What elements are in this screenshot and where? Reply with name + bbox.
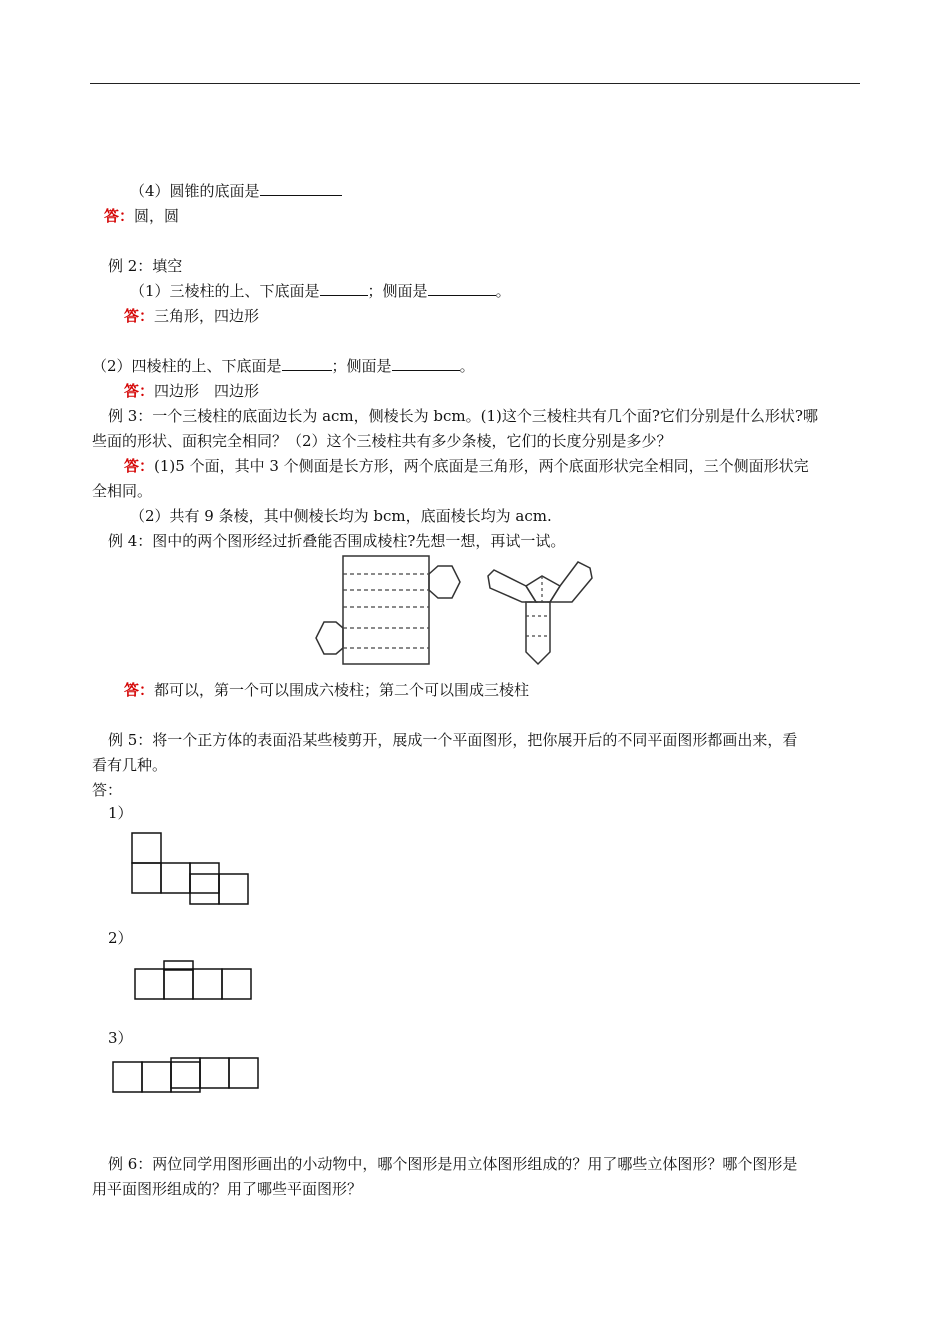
- cube-net-1: [130, 832, 252, 906]
- ex3-answer-line2: 全相同。: [92, 482, 153, 500]
- ex3-question-line2: 些面的形状、面积完全相同？（2）这个三棱柱共有多少条棱，它们的长度分别是多少？: [92, 432, 672, 450]
- ex3-answer-line3: （2）共有 9 条棱，其中侧棱长均为 bcm，底面棱长均为 acm.: [130, 507, 552, 525]
- net-2-label: 2）: [108, 929, 133, 947]
- ex5-question-line2: 看有几种。: [92, 756, 168, 774]
- cube-net-2: [134, 960, 254, 1002]
- net-1-label: 1）: [108, 804, 133, 822]
- ex4-answer: 答：都可以，第一个可以围成六棱柱；第二个可以围成三棱柱: [124, 681, 530, 699]
- ex5-question-line1: 例 5：将一个正方体的表面沿某些棱剪开，展成一个平面图形，把你展开后的不同平面图形都画出来，看: [108, 731, 798, 749]
- net-3-label: 3）: [108, 1029, 133, 1047]
- ex2-part1-answer: 答：三角形，四边形: [124, 307, 260, 325]
- ex2-part2-answer: 答：四边形 四边形: [124, 382, 260, 400]
- hexagonal-prism-net: [310, 552, 460, 670]
- ex6-question-line2: 用平面图形组成的？用了哪些平面图形？: [92, 1180, 363, 1198]
- triangular-prism-net: [486, 556, 596, 668]
- ex3-answer-line1: 答：(1)5 个面，其中 3 个侧面是长方形，两个底面是三角形，两个底面形状完全相同，三个侧面形状完: [124, 457, 809, 475]
- ex2-part2: （2）四棱柱的上、下底面是 ；侧面是 。: [92, 357, 475, 375]
- ex2-part1: （1）三棱柱的上、下底面是 ；侧面是 。: [130, 282, 511, 300]
- ex2-title: 例 2：填空: [108, 257, 183, 275]
- q4-answer: 答：圆，圆: [104, 207, 180, 225]
- ex4-question: 例 4：图中的两个图形经过折叠能否围成棱柱?先想一想，再试一试。: [108, 532, 566, 550]
- ex3-question-line1: 例 3：一个三棱柱的底面边长为 acm，侧棱长为 bcm。(1)这个三棱柱共有几个面?它们分别是什么形状?哪: [108, 407, 818, 425]
- ex5-answer-label: 答：: [92, 781, 123, 799]
- header-rule: [90, 83, 860, 84]
- cube-net-3: [112, 1056, 262, 1094]
- q4-question: （4）圆锥的底面是: [130, 181, 342, 201]
- ex6-question-line1: 例 6：两位同学用图形画出的小动物中，哪个图形是用立体图形组成的？用了哪些立体图形？哪个图形是: [108, 1155, 798, 1173]
